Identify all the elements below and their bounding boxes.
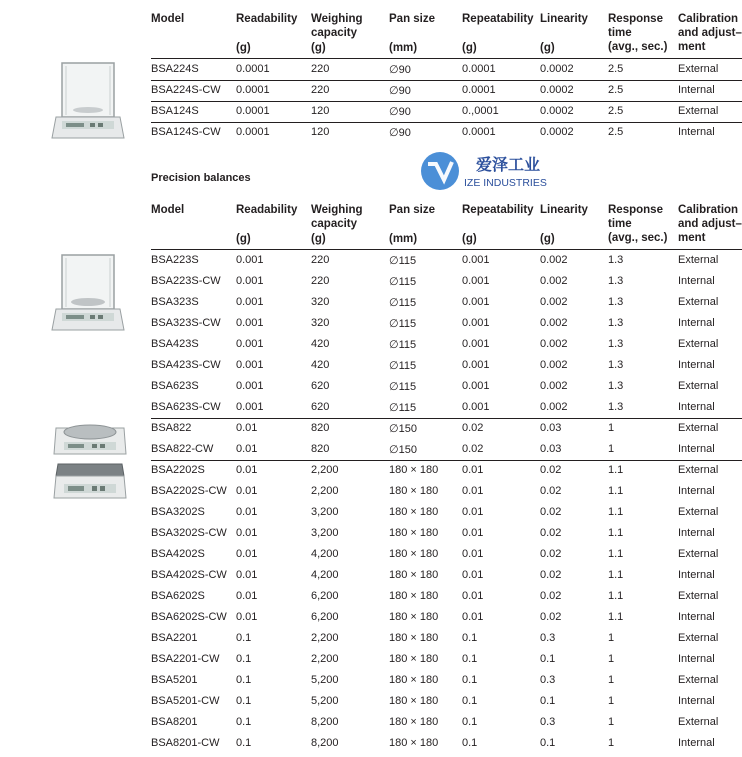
cell-response-time: 1.1 xyxy=(608,611,624,623)
cell-capacity: 820 xyxy=(311,443,330,455)
cell-model: BSA224S-CW xyxy=(151,84,221,96)
cell-linearity: 0.002 xyxy=(540,401,568,413)
cell-readability: 0.001 xyxy=(236,296,264,308)
cell-pan-size: ∅115 xyxy=(389,318,417,330)
cell-linearity: 0.1 xyxy=(540,737,556,749)
cell-model: BSA3202S xyxy=(151,506,205,518)
cell-repeatability: 0.01 xyxy=(462,611,484,623)
cell-readability: 0.01 xyxy=(236,569,258,581)
cell-readability: 0.001 xyxy=(236,275,264,287)
precision-balance-draftshield-image xyxy=(48,252,128,334)
header-divider-2 xyxy=(151,249,742,250)
cell-readability: 0.001 xyxy=(236,380,264,392)
col-header-readability: Readability (g) xyxy=(236,13,298,54)
col-header-calibration: Calibration and adjust– ment xyxy=(678,13,742,53)
cell-repeatability: 0.001 xyxy=(462,254,490,266)
cell-linearity: 0.02 xyxy=(540,527,562,539)
cell-capacity: 2,200 xyxy=(311,485,339,497)
watermark-cn-text: 爱泽工业 xyxy=(476,155,541,174)
cell-repeatability: 0.01 xyxy=(462,527,484,539)
cell-readability: 0.01 xyxy=(236,443,258,455)
cell-response-time: 1.1 xyxy=(608,485,624,497)
col-header-pan-size: Pan size (mm) xyxy=(389,13,436,54)
cell-calibration: Internal xyxy=(678,317,715,329)
cell-response-time: 1 xyxy=(608,422,615,434)
cell-model: BSA623S-CW xyxy=(151,401,221,413)
watermark-logo xyxy=(418,150,578,192)
cell-response-time: 1 xyxy=(608,674,615,686)
cell-pan-size: 180 × 180 xyxy=(389,695,439,707)
cell-readability: 0.01 xyxy=(236,506,258,518)
cell-model: BSA223S xyxy=(151,254,199,266)
cell-capacity: 220 xyxy=(311,275,330,287)
cell-capacity: 220 xyxy=(311,84,330,96)
cell-linearity: 0.002 xyxy=(540,317,568,329)
cell-pan-size: ∅150 xyxy=(389,444,417,456)
cell-capacity: 820 xyxy=(311,422,330,434)
cell-pan-size: ∅115 xyxy=(389,381,417,393)
cell-readability: 0.0001 xyxy=(236,105,270,117)
cell-pan-size: ∅115 xyxy=(389,276,417,288)
cell-model: BSA323S-CW xyxy=(151,317,221,329)
cell-linearity: 0.02 xyxy=(540,548,562,560)
cell-response-time: 1 xyxy=(608,737,615,749)
cell-calibration: Internal xyxy=(678,126,715,138)
cell-response-time: 1.3 xyxy=(608,401,624,413)
cell-calibration: External xyxy=(678,674,719,686)
cell-repeatability: 0.01 xyxy=(462,590,484,602)
cell-repeatability: 0.0001 xyxy=(462,63,496,75)
cell-linearity: 0.02 xyxy=(540,464,562,476)
cell-calibration: External xyxy=(678,590,719,602)
cell-calibration: Internal xyxy=(678,359,715,371)
cell-repeatability: 0.001 xyxy=(462,317,490,329)
cell-repeatability: 0.01 xyxy=(462,569,484,581)
cell-model: BSA822 xyxy=(151,422,192,434)
cell-linearity: 0.03 xyxy=(540,443,562,455)
cell-capacity: 5,200 xyxy=(311,695,339,707)
group-divider xyxy=(151,122,742,123)
cell-calibration: External xyxy=(678,422,719,434)
cell-pan-size: 180 × 180 xyxy=(389,674,439,686)
cell-response-time: 1.3 xyxy=(608,275,624,287)
cell-model: BSA8201-CW xyxy=(151,737,220,749)
cell-repeatability: 0.02 xyxy=(462,443,484,455)
cell-capacity: 4,200 xyxy=(311,569,339,581)
col-header-repeatability: Repeatability (g) xyxy=(462,204,534,245)
watermark-icon xyxy=(418,150,578,192)
precision-balance-square-pan-image xyxy=(52,460,128,502)
cell-readability: 0.0001 xyxy=(236,126,270,138)
cell-linearity: 0.02 xyxy=(540,611,562,623)
cell-capacity: 8,200 xyxy=(311,716,339,728)
cell-response-time: 1 xyxy=(608,443,615,455)
cell-capacity: 5,200 xyxy=(311,674,339,686)
cell-readability: 0.1 xyxy=(236,653,252,665)
cell-capacity: 420 xyxy=(311,338,330,350)
cell-linearity: 0.002 xyxy=(540,359,568,371)
cell-readability: 0.001 xyxy=(236,338,264,350)
cell-pan-size: ∅150 xyxy=(389,423,417,435)
cell-readability: 0.0001 xyxy=(236,63,270,75)
cell-capacity: 6,200 xyxy=(311,590,339,602)
cell-linearity: 0.0002 xyxy=(540,84,574,96)
cell-pan-size: 180 × 180 xyxy=(389,527,439,539)
cell-linearity: 0.03 xyxy=(540,422,562,434)
cell-response-time: 1 xyxy=(608,695,615,707)
group-divider xyxy=(151,418,742,419)
cell-pan-size: 180 × 180 xyxy=(389,590,439,602)
cell-response-time: 1.3 xyxy=(608,338,624,350)
cell-linearity: 0.002 xyxy=(540,338,568,350)
cell-response-time: 1.1 xyxy=(608,548,624,560)
cell-model: BSA822-CW xyxy=(151,443,214,455)
cell-readability: 0.01 xyxy=(236,611,258,623)
cell-readability: 0.01 xyxy=(236,527,258,539)
precision-balance-round-pan-image xyxy=(52,418,128,458)
cell-calibration: Internal xyxy=(678,737,715,749)
cell-calibration: External xyxy=(678,548,719,560)
header-divider-1 xyxy=(151,58,742,59)
cell-pan-size: ∅115 xyxy=(389,255,417,267)
col-header-weighing-capacity: Weighing capacity (g) xyxy=(311,204,363,245)
cell-linearity: 0.002 xyxy=(540,254,568,266)
cell-response-time: 2.5 xyxy=(608,63,624,75)
cell-linearity: 0.3 xyxy=(540,716,556,728)
cell-model: BSA124S xyxy=(151,105,199,117)
cell-response-time: 1 xyxy=(608,716,615,728)
cell-readability: 0.01 xyxy=(236,464,258,476)
cell-repeatability: 0.001 xyxy=(462,296,490,308)
cell-linearity: 0.02 xyxy=(540,569,562,581)
cell-linearity: 0.0002 xyxy=(540,126,574,138)
cell-pan-size: 180 × 180 xyxy=(389,485,439,497)
cell-response-time: 1.3 xyxy=(608,359,624,371)
cell-response-time: 1.3 xyxy=(608,254,624,266)
cell-readability: 0.1 xyxy=(236,695,252,707)
cell-model: BSA2202S xyxy=(151,464,205,476)
cell-model: BSA2201 xyxy=(151,632,198,644)
cell-calibration: External xyxy=(678,254,719,266)
cell-response-time: 1.1 xyxy=(608,590,624,602)
cell-model: BSA423S-CW xyxy=(151,359,221,371)
cell-readability: 0.1 xyxy=(236,632,252,644)
col-header-model: Model xyxy=(151,204,185,216)
cell-pan-size: 180 × 180 xyxy=(389,653,439,665)
analytical-balance-image xyxy=(48,60,128,142)
cell-capacity: 220 xyxy=(311,254,330,266)
cell-capacity: 220 xyxy=(311,63,330,75)
section-title-precision: Precision balances xyxy=(151,172,251,184)
cell-readability: 0.1 xyxy=(236,716,252,728)
cell-capacity: 4,200 xyxy=(311,548,339,560)
cell-readability: 0.01 xyxy=(236,548,258,560)
cell-repeatability: 0.001 xyxy=(462,338,490,350)
cell-pan-size: ∅115 xyxy=(389,360,417,372)
cell-model: BSA5201-CW xyxy=(151,695,220,707)
cell-response-time: 1.1 xyxy=(608,464,624,476)
cell-pan-size: 180 × 180 xyxy=(389,632,439,644)
cell-repeatability: 0.01 xyxy=(462,506,484,518)
cell-linearity: 0.3 xyxy=(540,674,556,686)
cell-linearity: 0.02 xyxy=(540,485,562,497)
cell-readability: 0.001 xyxy=(236,401,264,413)
cell-readability: 0.0001 xyxy=(236,84,270,96)
group-divider xyxy=(151,80,742,81)
cell-calibration: Internal xyxy=(678,653,715,665)
cell-calibration: Internal xyxy=(678,485,715,497)
cell-linearity: 0.002 xyxy=(540,275,568,287)
col-header-response: Response time (avg., sec.) xyxy=(608,204,668,244)
col-header-weighing-capacity: Weighing capacity (g) xyxy=(311,13,363,54)
cell-calibration: Internal xyxy=(678,527,715,539)
col-header-response: Response time (avg., sec.) xyxy=(608,13,668,53)
cell-readability: 0.001 xyxy=(236,254,264,266)
cell-readability: 0.01 xyxy=(236,590,258,602)
cell-response-time: 2.5 xyxy=(608,84,624,96)
cell-capacity: 6,200 xyxy=(311,611,339,623)
cell-capacity: 120 xyxy=(311,126,330,138)
cell-linearity: 0.02 xyxy=(540,506,562,518)
cell-pan-size: 180 × 180 xyxy=(389,716,439,728)
cell-calibration: External xyxy=(678,632,719,644)
cell-pan-size: ∅115 xyxy=(389,402,417,414)
cell-linearity: 0.002 xyxy=(540,380,568,392)
cell-readability: 0.1 xyxy=(236,674,252,686)
cell-response-time: 1.1 xyxy=(608,506,624,518)
cell-capacity: 620 xyxy=(311,401,330,413)
cell-model: BSA4202S xyxy=(151,548,205,560)
cell-calibration: Internal xyxy=(678,275,715,287)
cell-response-time: 2.5 xyxy=(608,105,624,117)
cell-repeatability: 0.001 xyxy=(462,401,490,413)
cell-model: BSA4202S-CW xyxy=(151,569,227,581)
cell-repeatability: 0.,0001 xyxy=(462,105,499,117)
cell-response-time: 1.1 xyxy=(608,527,624,539)
cell-model: BSA5201 xyxy=(151,674,198,686)
cell-calibration: External xyxy=(678,716,719,728)
cell-readability: 0.001 xyxy=(236,359,264,371)
cell-calibration: External xyxy=(678,338,719,350)
cell-calibration: Internal xyxy=(678,569,715,581)
cell-repeatability: 0.02 xyxy=(462,422,484,434)
cell-repeatability: 0.001 xyxy=(462,359,490,371)
group-divider xyxy=(151,101,742,102)
cell-readability: 0.1 xyxy=(236,737,252,749)
cell-calibration: External xyxy=(678,296,719,308)
col-header-model: Model xyxy=(151,13,185,25)
cell-linearity: 0.02 xyxy=(540,590,562,602)
cell-repeatability: 0.001 xyxy=(462,275,490,287)
cell-response-time: 2.5 xyxy=(608,126,624,138)
cell-pan-size: ∅90 xyxy=(389,106,411,118)
cell-model: BSA6202S xyxy=(151,590,205,602)
cell-repeatability: 0.1 xyxy=(462,716,478,728)
col-header-calibration: Calibration and adjust– ment xyxy=(678,204,742,244)
cell-capacity: 620 xyxy=(311,380,330,392)
cell-linearity: 0.0002 xyxy=(540,105,574,117)
cell-repeatability: 0.001 xyxy=(462,380,490,392)
cell-calibration: External xyxy=(678,506,719,518)
cell-model: BSA2201-CW xyxy=(151,653,220,665)
cell-repeatability: 0.1 xyxy=(462,632,478,644)
cell-calibration: Internal xyxy=(678,401,715,413)
cell-readability: 0.01 xyxy=(236,422,258,434)
cell-capacity: 420 xyxy=(311,359,330,371)
cell-capacity: 2,200 xyxy=(311,653,339,665)
cell-pan-size: ∅90 xyxy=(389,64,411,76)
cell-pan-size: 180 × 180 xyxy=(389,737,439,749)
cell-calibration: External xyxy=(678,105,719,117)
cell-pan-size: 180 × 180 xyxy=(389,464,439,476)
col-header-linearity: Linearity (g) xyxy=(540,13,588,54)
cell-model: BSA3202S-CW xyxy=(151,527,227,539)
cell-calibration: External xyxy=(678,380,719,392)
cell-linearity: 0.0002 xyxy=(540,63,574,75)
cell-response-time: 1 xyxy=(608,632,615,644)
cell-model: BSA6202S-CW xyxy=(151,611,227,623)
cell-response-time: 1 xyxy=(608,653,615,665)
cell-model: BSA623S xyxy=(151,380,199,392)
cell-response-time: 1.1 xyxy=(608,569,624,581)
cell-response-time: 1.3 xyxy=(608,380,624,392)
cell-linearity: 0.1 xyxy=(540,653,556,665)
cell-linearity: 0.3 xyxy=(540,632,556,644)
cell-readability: 0.001 xyxy=(236,317,264,329)
cell-repeatability: 0.1 xyxy=(462,674,478,686)
cell-repeatability: 0.01 xyxy=(462,548,484,560)
cell-response-time: 1.3 xyxy=(608,296,624,308)
cell-capacity: 320 xyxy=(311,317,330,329)
cell-pan-size: 180 × 180 xyxy=(389,569,439,581)
watermark-en-text: IZE INDUSTRIES xyxy=(464,177,547,189)
cell-capacity: 3,200 xyxy=(311,527,339,539)
cell-repeatability: 0.1 xyxy=(462,737,478,749)
cell-model: BSA323S xyxy=(151,296,199,308)
cell-repeatability: 0.0001 xyxy=(462,84,496,96)
cell-readability: 0.01 xyxy=(236,485,258,497)
cell-capacity: 120 xyxy=(311,105,330,117)
cell-model: BSA124S-CW xyxy=(151,126,221,138)
cell-model: BSA2202S-CW xyxy=(151,485,227,497)
cell-capacity: 2,200 xyxy=(311,632,339,644)
cell-repeatability: 0.1 xyxy=(462,653,478,665)
cell-model: BSA223S-CW xyxy=(151,275,221,287)
col-header-repeatability: Repeatability (g) xyxy=(462,13,534,54)
cell-pan-size: ∅115 xyxy=(389,339,417,351)
cell-capacity: 320 xyxy=(311,296,330,308)
cell-calibration: External xyxy=(678,63,719,75)
cell-pan-size: 180 × 180 xyxy=(389,548,439,560)
cell-capacity: 2,200 xyxy=(311,464,339,476)
col-header-readability: Readability (g) xyxy=(236,204,298,245)
cell-calibration: Internal xyxy=(678,84,715,96)
cell-pan-size: 180 × 180 xyxy=(389,611,439,623)
cell-model: BSA8201 xyxy=(151,716,198,728)
cell-pan-size: 180 × 180 xyxy=(389,506,439,518)
col-header-linearity: Linearity (g) xyxy=(540,204,588,245)
cell-calibration: Internal xyxy=(678,443,715,455)
cell-repeatability: 0.01 xyxy=(462,464,484,476)
cell-pan-size: ∅90 xyxy=(389,127,411,139)
cell-calibration: External xyxy=(678,464,719,476)
cell-response-time: 1.3 xyxy=(608,317,624,329)
cell-repeatability: 0.1 xyxy=(462,695,478,707)
cell-capacity: 3,200 xyxy=(311,506,339,518)
cell-calibration: Internal xyxy=(678,695,715,707)
cell-model: BSA423S xyxy=(151,338,199,350)
cell-pan-size: ∅115 xyxy=(389,297,417,309)
col-header-pan-size: Pan size (mm) xyxy=(389,204,436,245)
group-divider xyxy=(151,460,742,461)
cell-repeatability: 0.01 xyxy=(462,485,484,497)
cell-linearity: 0.1 xyxy=(540,695,556,707)
cell-capacity: 8,200 xyxy=(311,737,339,749)
cell-linearity: 0.002 xyxy=(540,296,568,308)
cell-model: BSA224S xyxy=(151,63,199,75)
cell-pan-size: ∅90 xyxy=(389,85,411,97)
cell-repeatability: 0.0001 xyxy=(462,126,496,138)
cell-calibration: Internal xyxy=(678,611,715,623)
